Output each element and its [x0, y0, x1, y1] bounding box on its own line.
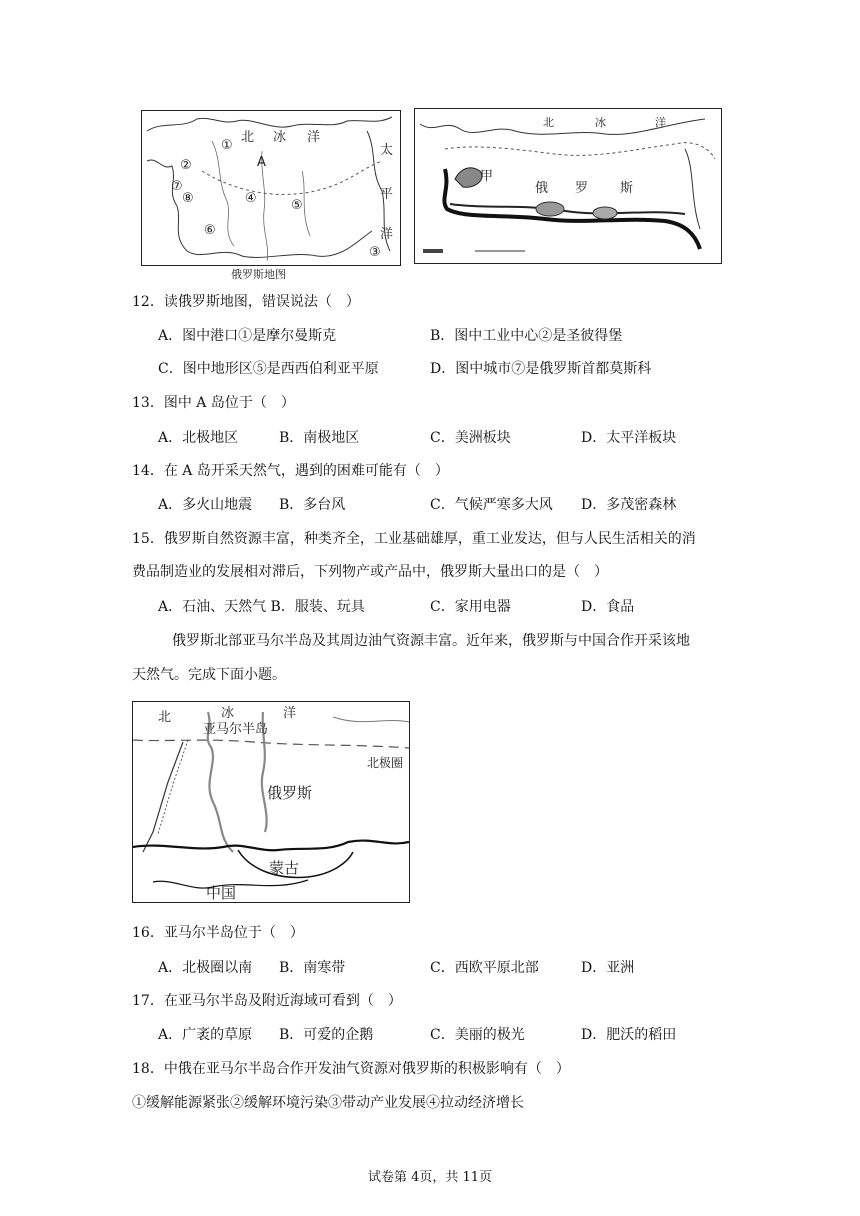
question-14-option-d: D．多茂密森林: [581, 497, 677, 513]
map2-label-luo: 罗: [575, 181, 589, 196]
map1-marker-3: ③: [369, 245, 381, 260]
yamal-map: [132, 701, 410, 903]
question-13-option-b: B．南极地区: [279, 430, 360, 446]
question-16-option-b: B．南寒带: [279, 960, 346, 976]
passage-line-2: 天然气。完成下面小题。: [132, 667, 286, 683]
question-12-option-a: A．图中港口①是摩尔曼斯克: [158, 328, 337, 344]
question-15-option-c: C．家用电器: [430, 599, 511, 615]
passage-line-1: 俄罗斯北部亚马尔半岛及其周边油气资源丰富。近年来，俄罗斯与中国合作开采该地: [172, 633, 690, 649]
question-15-stem-line1: 15．俄罗斯自然资源丰富，种类齐全，工业基础雄厚，重工业发达，但与人民生活相关的消: [132, 531, 696, 547]
map3-label-yang: 洋: [283, 706, 297, 721]
question-16-option-d: D．亚洲: [581, 960, 635, 976]
map1-label-A: A: [257, 155, 266, 170]
map1-marker-6: ⑥: [204, 223, 216, 238]
mongolia-label: 蒙古: [269, 859, 300, 877]
question-12-option-b: B．图中工业中心②是圣彼得堡: [430, 328, 623, 344]
map3-label-bei: 北: [158, 710, 172, 725]
map1-label-bing: 冰: [273, 130, 287, 145]
map1-marker-8: ⑧: [182, 191, 194, 206]
map1-caption: 俄罗斯地图: [231, 268, 286, 281]
russia-map-1: [141, 110, 401, 266]
map1-marker-2: ②: [180, 158, 192, 173]
question-13-stem: 13．图中 A 岛位于（ ）: [132, 395, 295, 411]
arctic-circle-label: 北极圈: [367, 756, 404, 770]
map1-label-ping: 平: [380, 187, 394, 202]
question-17-option-b: B．可爱的企鹅: [279, 1027, 374, 1043]
question-18-statements: ①缓解能源紧张②缓解环境污染③带动产业发展④拉动经济增长: [132, 1095, 524, 1111]
map1-label-yang: 洋: [307, 130, 321, 145]
question-17-option-a: A．广袤的草原: [158, 1027, 253, 1043]
question-12-option-d: D．图中城市⑦是俄罗斯首都莫斯科: [430, 361, 652, 377]
map2-label-e: 俄: [535, 181, 549, 196]
russia-label: 俄罗斯: [267, 784, 313, 802]
question-16-option-a: A．北极圈以南: [158, 960, 253, 976]
russia-map-2: [414, 108, 722, 264]
page-footer: 试卷第 4页，共 11页: [367, 1170, 493, 1185]
map2-label-bing: 冰: [595, 116, 606, 129]
question-14-stem: 14．在 A 岛开采天然气，遇到的困难可能有（ ）: [132, 463, 449, 479]
question-17-option-c: C．美丽的极光: [430, 1027, 525, 1043]
question-18-stem: 18．中俄在亚马尔半岛合作开发油气资源对俄罗斯的积极影响有（ ）: [132, 1061, 570, 1077]
map1-marker-1: ①: [221, 138, 233, 153]
question-17-option-d: D．肥沃的稻田: [581, 1027, 677, 1043]
map1-marker-7: ⑦: [171, 179, 183, 194]
question-14-option-b: B．多台风: [279, 497, 346, 513]
map3-label-bing: 冰: [221, 706, 235, 721]
china-label: 中国: [206, 884, 237, 902]
question-17-stem: 17．在亚马尔半岛及附近海域可看到（ ）: [132, 993, 402, 1009]
question-14-option-a: A．多火山地震: [158, 497, 253, 513]
map1-label-tai: 太: [380, 143, 394, 158]
map2-label-yang: 洋: [655, 116, 666, 129]
russia-map-2-drawing: [415, 109, 721, 263]
question-14-option-c: C．气候严寒多大风: [430, 497, 553, 513]
question-16-stem: 16．亚马尔半岛位于（ ）: [132, 925, 304, 941]
map1-marker-4: ④: [245, 191, 257, 206]
map2-label-bei: 北: [543, 116, 554, 129]
question-12-option-c: C．图中地形区⑤是西西伯利亚平原: [158, 361, 379, 377]
map2-label-jia: 甲: [480, 169, 494, 184]
map1-marker-5: ⑤: [291, 198, 303, 213]
map1-label-bei: 北: [241, 130, 255, 145]
question-15-option-ab: A．石油、天然气 B．服装、玩具: [158, 599, 365, 615]
question-13-option-d: D．太平洋板块: [581, 430, 677, 446]
map2-label-si: 斯: [620, 181, 634, 196]
question-16-option-c: C．西欧平原北部: [430, 960, 539, 976]
question-15-option-d: D．食品: [581, 599, 635, 615]
question-15-stem-line2: 费品制造业的发展相对滞后，下列物产或产品中，俄罗斯大量出口的是（ ）: [132, 564, 608, 580]
question-13-option-a: A．北极地区: [158, 430, 239, 446]
map1-label-yang2: 洋: [380, 227, 394, 242]
yamal-peninsula-label: 亚马尔半岛: [203, 722, 269, 737]
question-13-option-c: C．美洲板块: [430, 430, 511, 446]
question-12-stem: 12．读俄罗斯地图，错误说法（ ）: [132, 294, 360, 310]
